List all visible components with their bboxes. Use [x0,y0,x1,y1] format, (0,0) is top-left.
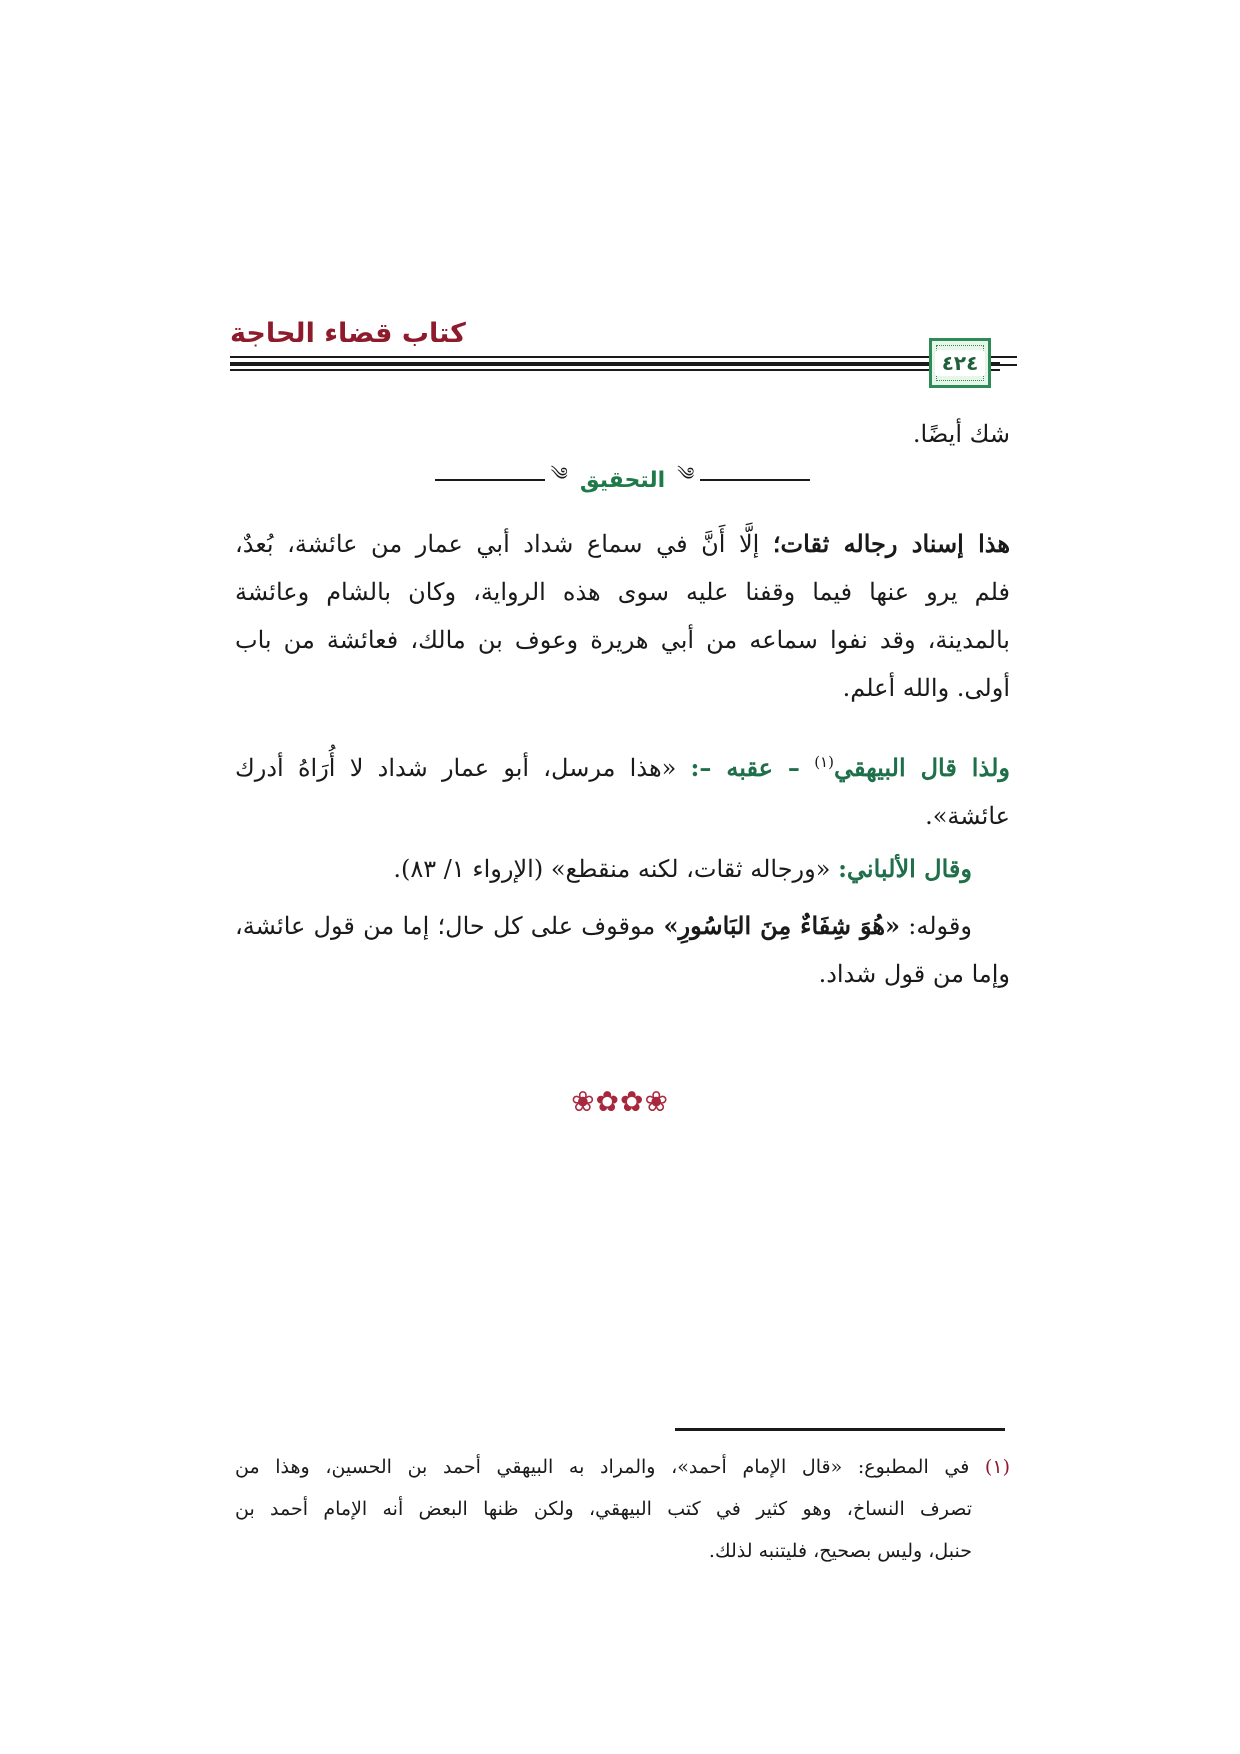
main-paragraph [235,520,1010,712]
footnote-line: تصرف النساخ، وهو كثير في كتب البيهقي، ولكن ظنها البعض أنه الإمام أحمد بن [235,1498,972,1520]
ornament-line [435,479,545,481]
header-rule [993,364,1017,366]
book-title: كتاب قضاء الحاجة [230,318,466,349]
speaker-label: ولذا قال البيهقي [833,753,1010,782]
paragraph-line: عائشة». [925,802,1010,830]
paragraph-line: وإما من قول شداد. [818,960,1010,988]
end-ornament-icon: ❀✿✿❀ [571,1085,669,1118]
paragraph-line [235,902,1010,950]
bayhaqi-paragraph [235,744,1010,840]
footnote-line: حنبل، وليس بصحيح، فليتنبه لذلك. [708,1540,972,1562]
ornament-line [700,479,810,481]
footnote [235,1446,1010,1572]
lead-text: وقوله: [908,912,972,940]
heading-ornament [435,455,811,505]
continuation-paragraph [235,410,1010,458]
header-rule [230,369,1000,371]
hadith-quote: «هُوَ شِفَاءٌ مِنَ البَاسُورِ» [663,911,901,940]
paragraph-line: شك أيضًا. [912,420,1010,448]
header-rule [993,356,1017,358]
section-heading [235,460,1010,500]
flourish-icon: ༄ [677,464,695,485]
speaker-label: وقال الألباني: [838,854,972,883]
speaker-note: – عقبه –: [690,753,800,782]
paragraph-line: بالمدينة، وقد نفوا سماعه من أبي هريرة وعوف بن مالك، فعائشة من باب [235,626,1010,654]
footnote-line [235,1446,1010,1488]
paragraph-line [235,520,1010,568]
header-rule [230,356,1000,358]
paragraph-line [235,744,1010,792]
footnote-rule [675,1428,1005,1431]
paragraph-line: أولى. والله أعلم. [842,674,1010,702]
flourish-icon: ༄ [550,464,568,485]
footnote-reference: (١) [814,753,834,771]
page-number-frame [929,338,991,388]
header-rule [230,362,1000,366]
qawluh-paragraph [235,902,1010,998]
quote-text: «ورجاله ثقات، لكنه منقطع» (الإرواء ١/ ٨٣). [393,855,831,883]
line-text: موقوف على كل حال؛ إما من قول عائشة، [235,912,656,940]
quote-text: «هذا مرسل، أبو عمار شداد لا أُرَاهُ أدرك [235,754,677,782]
page-number: ٤٢٤ [935,350,986,376]
page-header [230,318,1015,398]
line-text: إلَّا أَنَّ في سماع شداد أبي عمار من عائشة، بُعدٌ، [235,530,760,558]
paragraph-line: فلم يرو عنها فيما وقفنا عليه سوى هذه الرواية، وكان بالشام وعائشة [235,578,1010,606]
bold-lead: هذا إسناد رجاله ثقات؛ [772,529,1010,558]
paragraph-line [235,845,1010,893]
albani-paragraph [235,845,1010,893]
heading-text: التحقيق [579,467,666,493]
footnote-text: في المطبوع: «قال الإمام أحمد»، والمراد به البيهقي أحمد بن الحسين، وهذا من [235,1456,970,1478]
footnote-number: (١) [984,1456,1010,1478]
